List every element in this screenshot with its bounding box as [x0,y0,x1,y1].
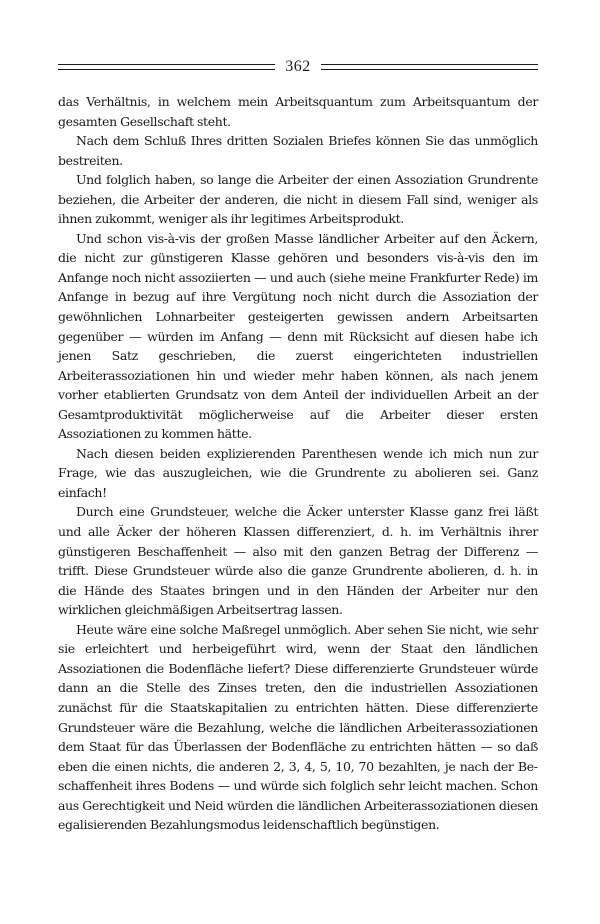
page-number: 362 [285,58,311,75]
body-text [58,92,538,835]
header-rule-left [58,64,275,70]
paragraph: Durch eine Grundsteuer, welche die Äcker unterster Klasse ganz frei läßt und alle Äcker der höheren Klassen differenziert, d. h. im Verhältnis ihrer günstigeren Beschaffenheit — also mit den ganzen Betrag der Differenz — trifft. Diese Grundsteuer würde also die ganze Grundrente abolieren, d. h. in die Hände des Staates bringen und in den Händen der Arbeiter nur den wirklichen gleichmäßigen Arbeitsertrag lassen. [58,504,538,618]
paragraph: Nach dem Schluß Ihres dritten Sozialen Briefes können Sie das unmöglich bestreiten. [58,133,538,168]
paragraph: Nach diesen beiden explizierenden Parenthesen wende ich mich nun zur Frage, wie das auszugleichen, wie die Grundrente zu abolieren sei. Ganz einfach! [58,445,538,500]
paragraph: Heute wäre eine solche Maßregel unmöglich. Aber sehen Sie nicht, wie sehr sie erleichtert und herbeigeführt wird, wenn der Staat den ländlichen Assoziationen die Bodenfläche liefert? Diese differenzierte Grundsteuer würde dann an die Stelle des Zinses treten, den die industriellen Assoziationen zunächst für die Staatskapitalien zu entrichten hätten. Diese differenzierte Grundsteuer wäre die Bezahlung, welche die ländlichen Arbeiterassoziationen dem Staat für das Überlassen der Bodenfläche zu entrichten hätten — so daß eben die einen nichts, die anderen 2, 3, 4, 5, 10, 70 bezahlten, je nach der Beschaffenheit ihres Bodens — und würde sich folglich sehr leicht machen. Schon aus Gerechtigkeit und Neid würden die ländlichen Arbeiterassoziationen diesen egalisierenden Bezahlungsmodus leidenschaftlich begünstigen. [58,621,538,833]
paragraph: das Verhältnis, in welchem mein Arbeitsquantum zum Arbeitsquantum der gesamten Gesellschaft steht. [58,94,538,129]
book-page [58,56,538,835]
paragraph: Und schon vis-à-vis der großen Masse ländlicher Arbeiter auf den Äckern, die nicht zur günstigeren Klasse gehören und besonders vis-à-vis den im Anfange noch nicht assoziierten — und auch (siehe meine Frankfurter Rede) im Anfange in bezug auf ihre Vergütung noch nicht durch die Assoziation der gewöhnlichen Lohnarbeiter gesteigerten gewissen andern Arbeitsarten gegenüber — würden im Anfang — denn mit Rücksicht auf diesen habe ich jenen Satz geschrieben, die zuerst eingerichteten industriellen Arbeiterassoziationen hin und wieder mehr haben können, als nach jenem vorher etablierten Grundsatz von dem Anteil der individuellen Arbeit an der Gesamtproduktivität möglicherweise auf die Arbeiter dieser ersten Assoziationen zu kommen hätte. [58,230,538,442]
page-header [58,56,538,78]
header-rule-right [321,64,538,70]
paragraph: Und folglich haben, so lange die Arbeiter der einen Assoziation Grundrente beziehen, die Arbeiter der anderen, die nicht in diesem Fall sind, weniger als ihnen zukommt, weniger als ihr legitimes Arbeitsprodukt. [58,172,538,227]
